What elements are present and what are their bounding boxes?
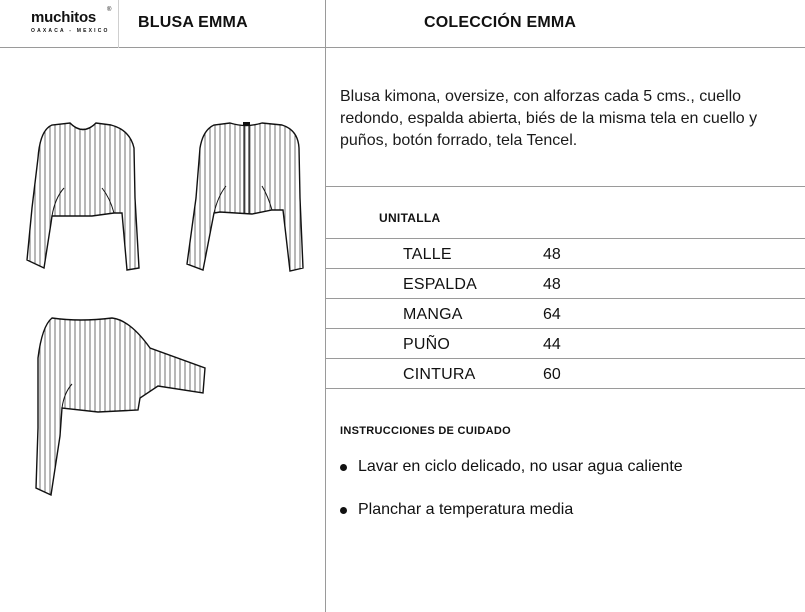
size-value: 48 [543, 246, 561, 263]
care-item-iron [340, 501, 573, 519]
care-item-wash [340, 458, 683, 476]
front-view-drawing [27, 118, 139, 278]
header [0, 0, 805, 48]
bullet-icon [340, 464, 347, 471]
bullet-icon [340, 507, 347, 514]
size-value: 64 [543, 306, 561, 323]
size-row-puño [326, 329, 805, 359]
care-text: Lavar en ciclo delicado, no usar agua caliente [358, 458, 683, 475]
side-view-drawing [36, 313, 205, 498]
product-title: BLUSA EMMA [138, 14, 248, 31]
technical-drawings [0, 48, 325, 612]
brand-tagline: OAXACA - MEXICO [31, 28, 110, 34]
size-name: CINTURA [403, 366, 476, 383]
care-label: INSTRUCCIONES DE CUIDADO [340, 425, 511, 437]
description-divider [326, 186, 805, 187]
care-text: Planchar a temperatura media [358, 501, 574, 518]
size-name: MANGA [403, 306, 463, 323]
size-value: 48 [543, 276, 561, 293]
size-row-talle [326, 239, 805, 269]
back-view-drawing [187, 118, 303, 278]
brand-logo [31, 7, 113, 34]
size-row-manga [326, 299, 805, 329]
collection-title: COLECCIÓN EMMA [424, 14, 577, 31]
sizing-label: UNITALLA [379, 211, 441, 225]
registered-mark: ® [107, 7, 112, 13]
size-name: ESPALDA [403, 276, 478, 293]
brand-name: muchitos [31, 9, 97, 26]
size-row-cintura [326, 359, 805, 389]
size-value: 44 [543, 336, 561, 353]
size-name: TALLE [403, 246, 452, 263]
product-description: Blusa kimona, oversize, con alforzas cada 5 cms., cuello redondo, espalda abierta, biés de la misma tela en cuello y puños, botón forrado, tela Tencel. [340, 88, 758, 149]
size-value: 60 [543, 366, 561, 383]
size-name: PUÑO [403, 336, 451, 353]
header-divider [118, 0, 119, 48]
size-row-espalda [326, 269, 805, 299]
